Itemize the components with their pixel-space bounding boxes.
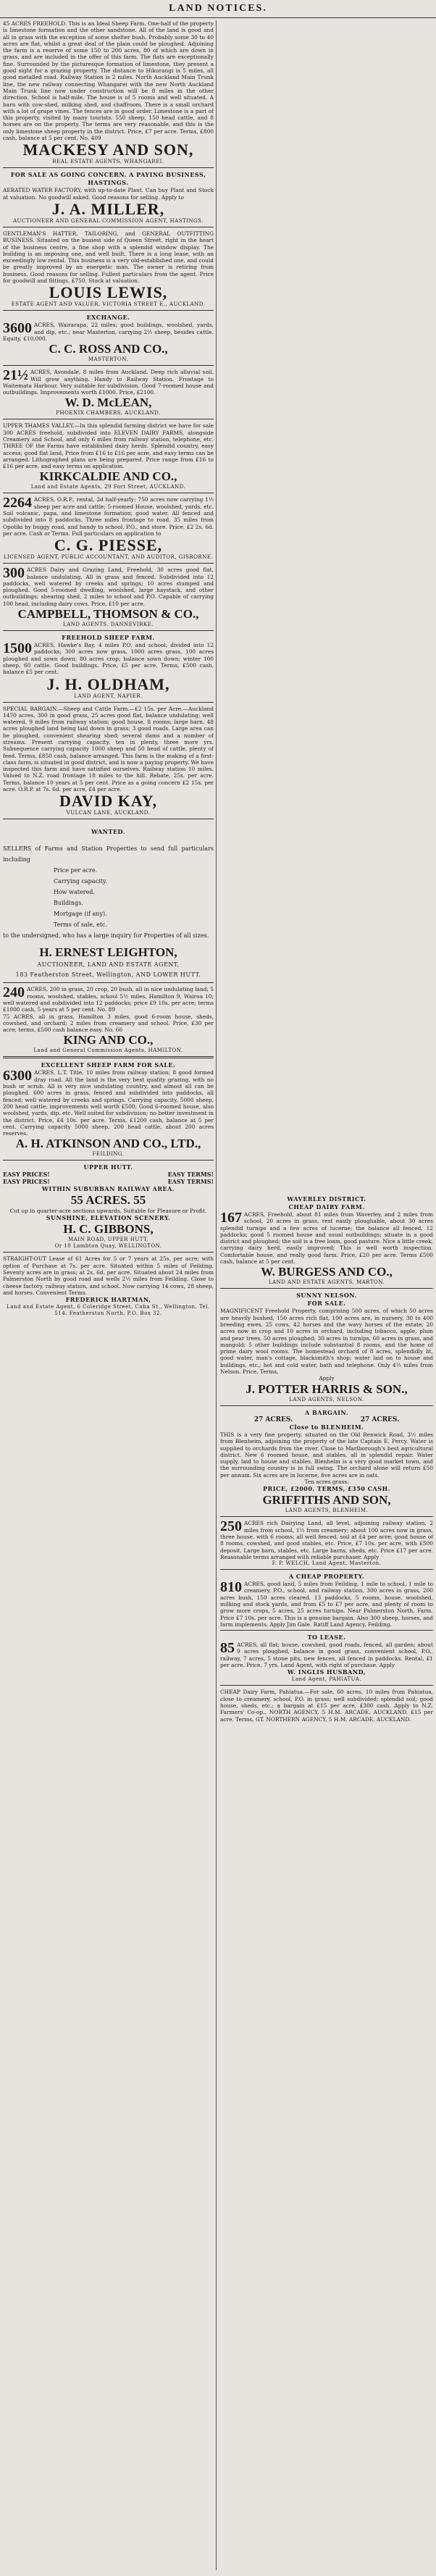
ad-lead-number: 167	[220, 1210, 242, 1226]
advertiser-name: FREDERICK HARTMAN,	[65, 1296, 151, 1304]
divider	[220, 1630, 433, 1631]
ad-body: ACRES, 200 in grass, 20 crop, 20 bush, all in nice undulating land; 5 rooms, woolshed, stables, school 5½ miles, Hamilton 9, Wairoa 10; well watered and subdivided into 12 paddocks; price £9 10s. per acre; terms £1000 cash, 5 years at 5 per cent. No. 89	[3, 986, 214, 1013]
divider	[220, 1288, 433, 1289]
ad-title: TO LEASE.	[307, 1634, 346, 1642]
apply-text: Apply	[319, 1375, 335, 1382]
ad-body: AERATED WATER FACTORY, with up-to-date Plant. Can buy Plant and Stock at valuation. No goodwill asked. Good reasons for selling. Apply to	[3, 187, 214, 201]
divider	[3, 630, 214, 631]
slogan-row: EASY PRICES! EASY TERMS!	[3, 1171, 214, 1179]
ad-body: ACRES, good land, 5 miles from Feilding, 1 mile to school, 1 mile to creamery, P.O., school, and railway station, 300 acres in grass, 200 acres bush, 150 acres cleared, 13 paddocks, 5 rooms, house, woolshed, milking and stock yards, and from £5 to £7 per acre, and plenty of room to grow more crops, 5 acres, 25 acres turnips. Near Palmerston North, Farm. Price £7 10s. per acre. This is a genuine bargain. Also 300 sheep, horses, and farm implements. Apply Jim Gale. Ratiff Land Agency, Feilding.	[220, 1581, 433, 1628]
advertiser-name: GRIFFITHS AND SON,	[262, 1493, 391, 1507]
advertiser-sub: LAND AGENTS, NELSON.	[289, 1396, 364, 1402]
ad-lewis	[3, 230, 214, 308]
ad-lead-number: 85	[220, 1640, 235, 1657]
advertiser-sub: LAND AGENT, NAPIER.	[74, 693, 143, 699]
ad-title: EXCHANGE.	[86, 314, 130, 322]
ad-kirkcaldie	[3, 422, 214, 490]
divider	[3, 1160, 214, 1161]
advertiser-sub: VULCAN LANE, AUCKLAND.	[66, 810, 151, 816]
ad-body: ACRES, L.T. Title, 10 miles from railway station; 8 good formed dray road. All the land is the very best quality grazing, with no bush or scrub. All is very nice undulating country, and almost all can be ploughed. 600 acres in grass, fenced and subdivided into paddocks, all fenced; well watered by creeks and springs. Carrying capacity, 5000 sheep, 200 head cattle; improvements well worth £500; Good 6-roomed house, also woolshed, yards, dip, etc. Well suited for subdivision; no better investment in the district. Price, £4 10s. per acre. Terms, £1200 cash, balance at 5 per cent. Carrying capacity 5000 sheep, 200 head cattle, about 200 acres reserves.	[3, 1069, 214, 1137]
advertiser-name: A. H. ATKINSON AND CO., LTD.,	[15, 1137, 201, 1151]
advertiser-sub: MAIN ROAD, UPPER HUTT,	[68, 1237, 148, 1243]
divider	[3, 365, 214, 366]
advertiser-name: DAVID KAY,	[59, 792, 158, 811]
advertiser-name: J. POTTER HARRIS & SON.,	[246, 1381, 408, 1396]
ad-title: A BARGAIN.	[305, 1408, 348, 1416]
divider	[220, 1569, 433, 1570]
list-item: How watered.	[54, 889, 95, 896]
right-column	[220, 1195, 433, 1723]
ad-body: ACRES Dairy and Grazing Land, Freehold, 30 acres good flat, balance undulating. All in grass and fenced. Subdivided into 12 paddocks, well watered by creeks and springs; 10 acres stumped and ploughed. Good 5-roomed dwelling, woolshed, large haystack, and other outbuildings; shearing shed, 2 miles to school and P.O. Capable of carrying 100 head, including dairy cows. Price, £10 per acre.	[3, 566, 214, 607]
advertiser-name: W. BURGESS AND CO.,	[261, 1265, 393, 1279]
column-rule	[216, 20, 217, 2570]
ad-body: ACRES rich Dairying Land, all level, adjoining railway station, 2 miles from school, 1½ from creamery; about 100 acres now in grass, three house, with 6 rooms; all well fenced, soil at £4 per acre; good house of 8 rooms, cowshed, and good stables, etc. Price, £7 10s. per acre, with £500 deposit. Large barn, stables, etc. Large barns, sheds, etc. Price £17 per acre. Reasonable terms arranged with reliable purchaser. Apply	[220, 1520, 433, 1560]
ad-king	[3, 986, 214, 1054]
advertiser-sub: LAND AGENTS, BLENHEIM.	[285, 1507, 369, 1514]
left-column	[3, 20, 214, 1317]
advertiser-name: C. G. PIESSE,	[54, 536, 163, 555]
advertiser-name: H. ERNEST LEIGHTON,	[39, 945, 177, 960]
divider	[3, 563, 214, 564]
advertiser-sub: ESTATE AGENT AND VALUER, VICTORIA STREET E., AUCKLAND.	[11, 301, 206, 308]
list-item: Price per acre.	[54, 867, 98, 874]
advertiser-sub: Land and Estate Agents, 29 Fort Street, AUCKLAND.	[30, 484, 186, 490]
divider	[220, 1405, 433, 1406]
ad-body: ACRES, Wairarapa, 22 miles; good buildings, woolshed, yards, and dip, etc.; near Masterton, carrying 2½ sheep, besides cattle. Equity, £10,000.	[3, 322, 214, 342]
ad-lead-number: 1500	[3, 640, 32, 657]
ad-title: FREEHOLD SHEEP FARM.	[62, 634, 155, 642]
advertiser-sub-2: Or 10 Lambton Quay, WELLINGTON.	[54, 1243, 162, 1250]
divider	[3, 702, 214, 703]
divider	[3, 982, 214, 983]
list-item: Mortgage (if any).	[54, 911, 107, 918]
ad-husband	[220, 1634, 433, 1683]
ad-body: SPECIAL BARGAIN.—Sheep and Cattle Farm.—£2 15s. per Acre.—Auckland 1470 acres, 300 in good grass, 25 acres good flat, balance undulating; well watered, 9 miles from railway station; good house, 8 rooms; large barn, 48 acres ploughed land being laid down in grass; 3 good roads. Large area can be ploughed, convenient shearing shed; several dams and a number of streams. Present carrying capacity, ten in plenty, three more yrs. Subsequence carrying capacity 1000 sheep and 50 head of cattle, plenty of feed. Terms, £850 cash, balance arranged. This farm is the making of a first-class farm, is situated in good district, and is now a paying property. We have inspected this farm and have satisfied ourselves. Railway station 10 miles. Valued to N.Z. road frontage 18 miles to the hill. Rebate, 25s. per acre. Terms, balance 10 years at 5 per cent. Price as a going concern £2 15s. per acre. O.R.P. at 7s. 6d. per acre, £4 per acre.	[3, 705, 214, 793]
advertiser-sub: PHOENIX CHAMBERS, AUCKLAND.	[56, 410, 161, 417]
divider	[3, 167, 214, 168]
advertiser-sub: LAND AGENTS. DANNEVIRKE.	[63, 622, 154, 628]
ad-harris	[220, 1292, 433, 1402]
ad-body: Cut up in quarter-acre sections upwards. Suitable for Pleasure or Profit.	[9, 1208, 207, 1215]
section-header: LAND NOTICES.	[0, 0, 436, 18]
advertiser-name: LOUIS LEWIS,	[49, 283, 168, 302]
ad-feilding	[220, 1573, 433, 1628]
advertiser-name: KIRKCALDIE AND CO.,	[39, 469, 177, 484]
ad-body: GENTLEMAN'S HATTER, TAILORING, and GENERAL OUTFITTING BUSINESS. Situated on the busiest side of Queen Street, right in the heart of the business centre, a fine shop with a splendid window display. The building is an imposing one, and well built. There is a long lease, with an exceedingly low rental. This business is a very old-established one, and could be greatly improved by an energetic man. The owner is retiring from business. Good reasons for selling. Fullest particulars from the agent. Price for goodwill and fittings, £750. Stock at valuation.	[3, 230, 214, 285]
price-line: PRICE, £2000. TERMS, £350 CASH.	[263, 1485, 390, 1493]
ad-subtitle: CHEAP DAIRY FARM.	[288, 1203, 365, 1210]
advertiser-sub: LICENSED AGENT, PUBLIC ACCOUNTANT, AND AUDITOR, GISBORNE.	[3, 554, 214, 561]
ad-title: SUNNY NELSON.	[296, 1292, 357, 1300]
ad-mackesy	[3, 20, 214, 165]
ad-oldham	[3, 634, 214, 699]
acreage: 55 ACRES. 55	[70, 1193, 146, 1208]
ad-lead-number: 250	[220, 1520, 242, 1535]
ad-title: A CHEAP PROPERTY.	[288, 1573, 365, 1581]
ad-body: UPPER THAMES VALLEY.—In this splendid farming district we have for sale 300 ACRES freehold, subdivided into ELEVEN DAIRY FARMS, alongside Creamery and School, and only 6 miles from railway station, telephone, etc. THREE OF the Farms have established dairy herds. Splendid country, easy access; good flat land, Price from £16 to £16 per acre, and easy terms can be arranged. Lithographed plans are being prepared. Price range from £16 to £16 per acre, and easy terms on application.	[3, 422, 214, 470]
advertiser-sub: AUCTIONEER, LAND AND ESTATE AGENT,	[37, 961, 180, 969]
list-item: Buildings.	[54, 900, 83, 907]
ad-tail: to the undersigned, who has a large inquiry for Properties of all sizes.	[3, 932, 209, 940]
ad-body: ACRES, Freehold, about 81 miles from Waverley, and 2 miles from school, 20 acres in grass, rest easily ploughable, about 30 acres splendid turnips and a few acres of lucerne; the balance all fenced, 12 paddocks; good 5 roomed house and usual outbuildings; situate in a good district and ploughed; the soil is a free loam, good pasture. Nice a little creek, carrying dairy herd, easily improved; This is well worth inspection. Comfortable house, and really good farm. Price, £20 per acre. Terms £500 cash, balance at 5 per cent.	[220, 1211, 433, 1266]
advertiser-name: J. H. OLDHAM,	[46, 674, 170, 693]
advertiser-sub: Land and Estate Agent, 6 Coleridge Street, Cuba St., Wellington. Tel. 514. Featherston North, P.O. Box 32.	[7, 1304, 210, 1317]
ad-hartman	[3, 1255, 214, 1317]
advertiser-sub: Land and General Commission Agents, HAMILTON.	[33, 1047, 183, 1054]
ad-title: EXCELLENT SHEEP FARM FOR SALE.	[41, 1061, 176, 1069]
ad-lead-number: 2264	[3, 496, 32, 511]
ad-body: ACRES, O.R.P., rental, 2d half-yearly; 750 acres now carrying 1½ sheep per acre and cattle; 5-roomed House, woolshed, yards, etc. Soil volcanic, papa, and limestone formation; good water. All fenced and subdivided into 8 paddocks. Three miles frontage to road, 35 miles from Opotiki by buggy road, and handy to school, P.O., and store. Price, £2 2s. 6d. per acre. Cash or Terms. Full particulars on application to	[3, 496, 214, 537]
ad-burgess	[220, 1195, 433, 1286]
ad-atkinson	[3, 1061, 214, 1158]
ad-lead-number: 21½	[3, 369, 28, 384]
ad-body: CHEAP Dairy Farm, Pahiatua.—For sale, 60 acres, 10 miles from Pahiatua, close to creamery, school, P.O. in grass; well subdivided; splendid soil; good house, sheds, etc.; a bargain at £15 per acre, £300 cash. Apply to N.Z. Farmers' Co-op., NORTH AGENCY, 5 H.M. ARCADE, AUCKLAND. £15 per acre. Terms, GT. NORTHERN AGENCY, 5 H.M. ARCADE, AUCKLAND.	[220, 1689, 433, 1723]
tagline: SUNSHINE, ELEVATION SCENERY.	[46, 1214, 171, 1222]
divider	[220, 1516, 433, 1517]
advertiser-sub: REAL ESTATE AGENTS, WHANGAREI.	[52, 159, 164, 165]
ad-body-2: Ten acres grass.	[304, 1479, 349, 1486]
ad-cheap-dairy	[220, 1689, 433, 1722]
acreage-row: 27 ACRES. 27 ACRES.	[253, 1415, 400, 1423]
advertiser-name: W. INGLIS HUSBAND,	[287, 1668, 366, 1676]
advertiser-name: J. A. MILLER,	[51, 199, 165, 218]
ad-ross	[3, 314, 214, 363]
ad-mclean	[3, 369, 214, 417]
ad-kay	[3, 706, 214, 817]
ad-intro: SELLERS of Farms and Station Properties to send full particulars including	[3, 845, 214, 863]
list-item: Carrying capacity.	[54, 878, 107, 885]
advertiser-sub: Land Agent, PAHIATUA.	[291, 1676, 362, 1683]
ad-title: WANTED.	[91, 828, 125, 836]
list-item: Terms of sale, etc.	[54, 921, 108, 929]
ad-body: ACRES, all flat; house, cowshed, good roads, fenced, all garden; about 9 acres ploughed, balance in good grass, convenient school, P.O., railway, 7 acres, 5 stone pits, new fences, all fenced in paddocks. Rental, £1 per acre. Price, 7 yrs. Land Agent, with right of purchase. Apply	[220, 1642, 433, 1669]
ad-lead-number: 810	[220, 1579, 242, 1596]
ad-griffiths	[220, 1409, 433, 1515]
ad-body: 45 ACRES FREEHOLD. This is an Ideal Sheep Farm. One-half of the property is limestone formation and the other sandstone. All of the land is good and all in grass with the exception of some shelter bush. Probably some 30 to 40 acres are flat, whilst a great deal of the plain could be ploughed. Adjoining the farm is a reserve of some 150 to 200 acres, 80 of which are down in grass, and are included in the offer of this farm. The flats are exceptionally fine. Surrounded by the picturesque formation of limestone, they present a good sight for a grazing property. The distance to Hikurangi is 5 miles, all good metalled road. Railway Station is 2 miles. North Auckland Main Trunk line, the new railway connecting Whangarei with the new North Auckland Main Trunk line now under construction will be 8 miles in the other direction. School is half-mile. The house is of 5 rooms and well situated. A barn with cow-shed, milking shed, and chaffroom. There is a small orchard with a lot of grape vines. The fences are in good order. Limestone is a part of this property, visited by many tourists. 550 sheep, 150 head cattle, and 8 horses are on the property. The terms are very reasonable, and this is the only limestone sheep property in the district. Price, £7 per acre. Terms, £800 cash, balance at 5 per cent. No. 409	[3, 20, 214, 142]
divider	[220, 1685, 433, 1686]
ad-miller	[3, 171, 214, 225]
area-line: WITHIN SUBURBAN RAILWAY AREA.	[41, 1185, 175, 1193]
ad-lead-number: 240	[3, 986, 25, 1001]
ad-title: FOR SALE AS GOING CONCERN. A PAYING BUSINESS, HASTINGS.	[10, 171, 206, 187]
advertiser-name: MACKESY AND SON,	[22, 141, 194, 159]
advertiser-sub: MASTERTON.	[88, 356, 129, 363]
advertiser-sub: AUCTIONEER AND GENERAL COMMISSION AGENT, HASTINGS.	[13, 217, 204, 224]
advertiser-address: 183 Featherston Street, Wellington, AND LOWER HUTT.	[15, 971, 201, 979]
ad-title: WAVERLEY DISTRICT.	[287, 1195, 366, 1203]
ad-body: ACRES, Hawke's Bay, 4 miles P.O. and school, divided into 12 paddocks; 300 acres now grass, 1000 acres grass, 100 acres ploughed and sown down; 80 acres crop; balance sown down; winter 100 sheep, 60 cattle. Good buildings. Price, £5 per acre. Terms, £500 cash, balance £5 per cent.	[3, 642, 214, 676]
ad-leighton	[3, 822, 214, 980]
advertiser-sub: FEILDING.	[92, 1151, 125, 1158]
ad-welch	[220, 1520, 433, 1567]
ad-gibbons	[3, 1163, 214, 1250]
divider	[3, 1056, 214, 1058]
advertiser-sub: LAND AND ESTATE AGENTS, MARTON.	[268, 1279, 385, 1286]
ad-body: ACRES, Avondale, 8 miles from Auckland. Deep rich alluvial soil. Will grow anything. Handy to Railway Station. Frontage to Waitemata Harbour. Very suitable for subdivision. Good 7-roomed house and outbuildings. Improvements worth £1000. Price, £2100.	[3, 369, 214, 396]
advertiser-name: W. D. McLEAN,	[64, 396, 152, 410]
ad-subtitle: FOR SALE.	[307, 1300, 346, 1308]
advertiser-name: KING AND CO.,	[63, 1033, 154, 1047]
ad-body: MAGNIFICENT Freehold Property, comprising 500 acres, of which 50 acres are heavily bushed, 150 acres rich flat, 100 acres are, in nursery, 30 to 400 breeding ewes, 25 cows, 42 horses and the wavy horses of the estate, 20 acres now in crop and 10 acres in orchard, including tobacco, apple, plum and pear trees, 50 acres ploughed; 30 acres in turnips, 60 acres in grass, and mangold; 5 other buildings include substantial 8 rooms, and the home of prime dairy wool rooms. The homestead orchard of 8 acres, splendidly lit, good water, man's cottage, blacksmith's shop; water laid on to house and buildings, etc.; hot and cold water, bath and telephone. Only 4½ miles from Nelson. Price, Terms,	[220, 1308, 433, 1376]
divider	[3, 310, 214, 311]
ad-lead-number: 3600	[3, 320, 32, 337]
ad-body: THIS is a very fine property, situated on the Old Renwick Road, 3½ miles from Blenheim, adjoining the property of the late Captain E. Percy. Water is supplied to orchards from the river. Close to Marlborough's best agricultural district. New 6 roomed house, and stables, all in splendid repair. Water supply, laid to house and stables. Blenheim is a very good market town, and the surrounding country is in full swing. The orchard alone will return £50 per annum. Six acres are in lucerne, five acres are in oats.	[220, 1431, 433, 1479]
ad-subtitle: Close to BLENHEIM.	[289, 1423, 364, 1431]
ad-campbell	[3, 566, 214, 628]
ad-piesse	[3, 496, 214, 561]
ad-body-2: 75 ACRES, all in grass, Hamilton 3 miles, good 6-room house, sheds, cowshed, and orchard; 2 miles from creamery and school. Price, £30 per acre; terms, £500 cash balance easy. No. 66	[3, 1013, 214, 1034]
slogan-row: EASY PRICES! EASY TERMS!	[3, 1177, 214, 1185]
divider	[3, 1252, 214, 1253]
advertiser-name: F. P. WELCH, Land Agent, Masterton.	[272, 1560, 382, 1567]
advertiser-name: H. C. GIBBONS,	[63, 1222, 154, 1237]
ad-lead-number: 300	[3, 566, 25, 582]
ad-body: STRAIGHT-OUT Lease of 61 Acres for 5 or 7 years at 25s. per acre; with option of Purchase at 7s. per acre. Situated within 5 miles of Feilding. Seventy acres are in grass; at 2s. 6d. per acre. Situated about 24 miles from Palmerston North by good road and wells 2½ miles from Feilding. Close to cheese factory, railway station, and school. Now carrying 14 cows, 28 sheep, and horses. Convenient Terms.	[3, 1255, 214, 1296]
advertiser-name: CAMPBELL, THOMSON & CO.,	[17, 607, 199, 622]
ad-title: UPPER HUTT.	[83, 1163, 133, 1171]
ad-lead-number: 6300	[3, 1068, 32, 1084]
advertiser-name: C. C. ROSS AND CO.,	[49, 342, 168, 356]
